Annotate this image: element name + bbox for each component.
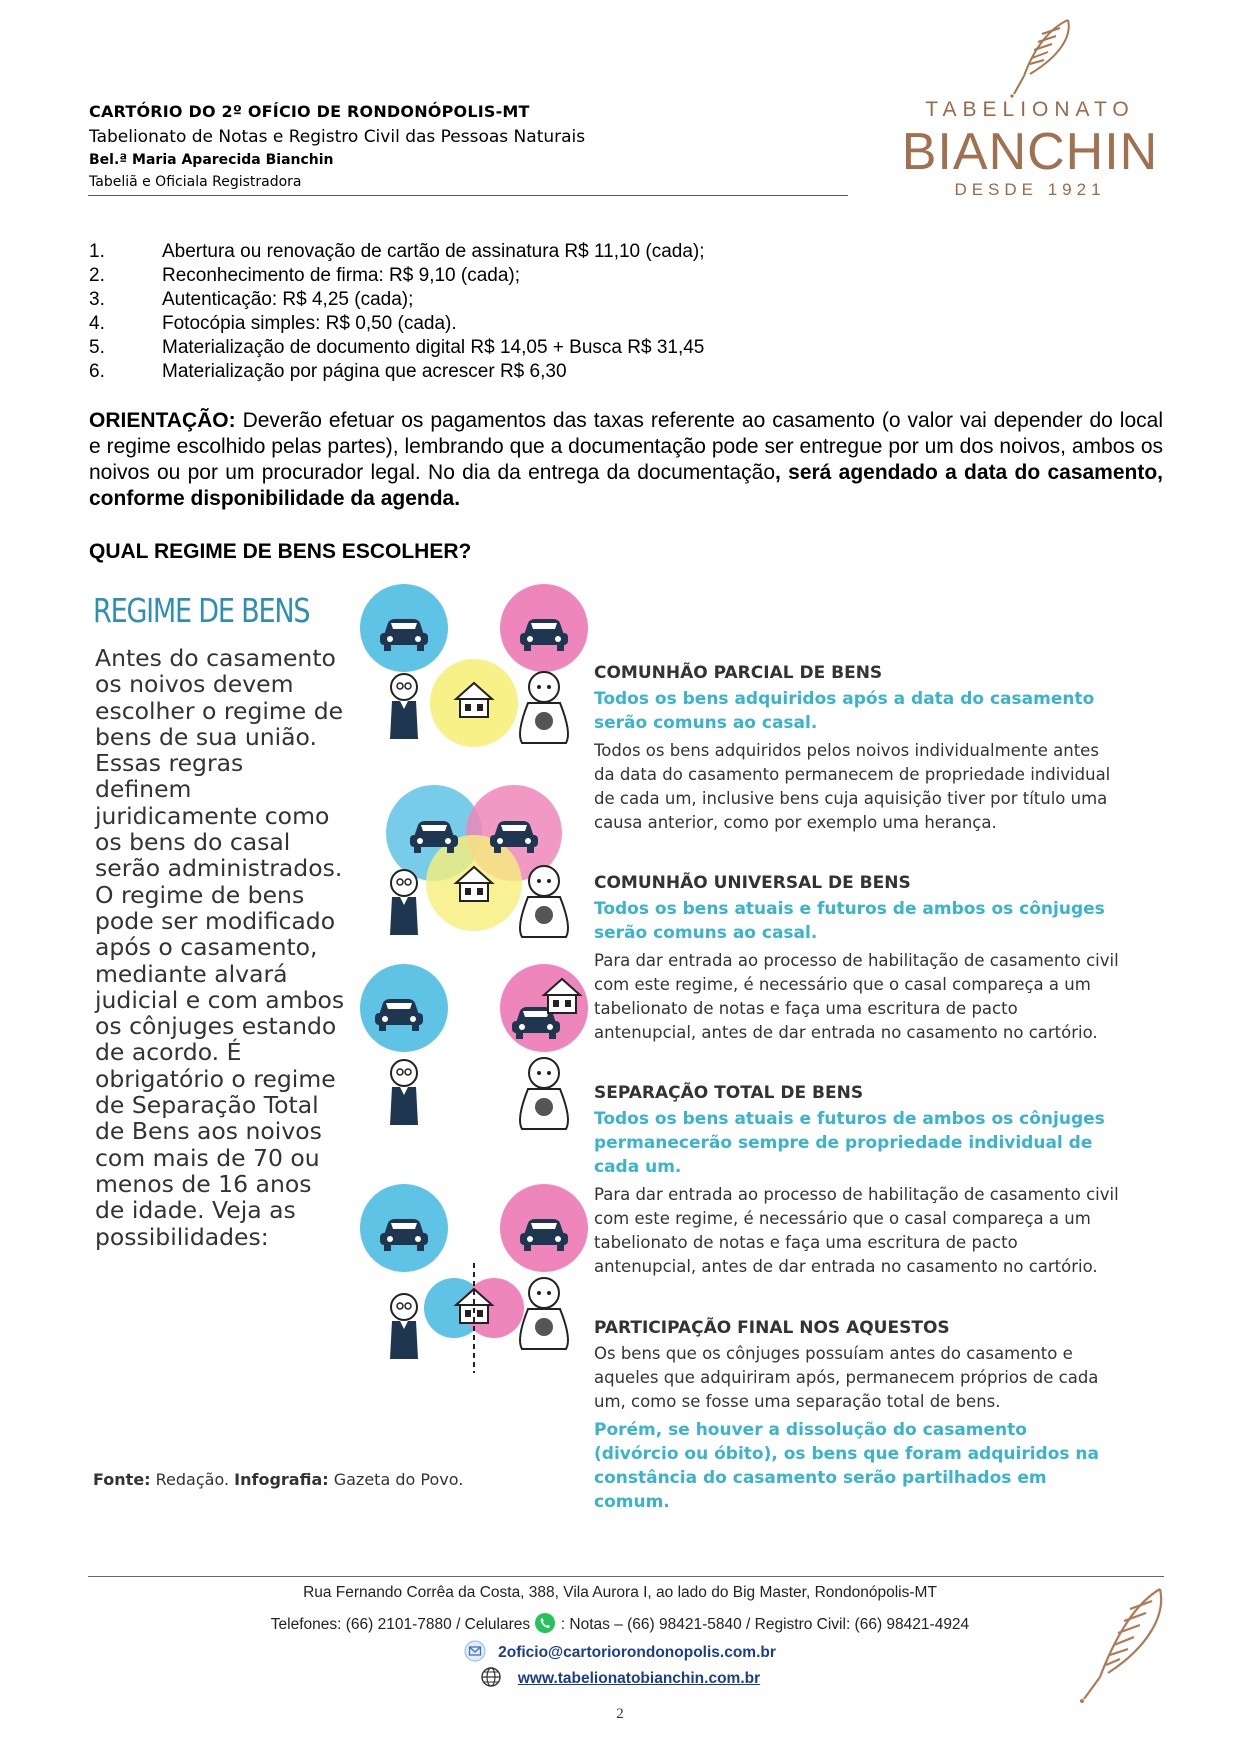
- regime-universal: [594, 873, 1124, 1045]
- list-item: [89, 312, 1169, 336]
- regime-title: SEPARAÇÃO TOTAL DE BENS: [594, 1083, 864, 1103]
- list-item: [89, 336, 1169, 360]
- list-item-text: Autenticação: R$ 4,25 (cada);: [162, 289, 414, 310]
- globe-icon: [480, 1666, 502, 1688]
- header-divider: [88, 195, 848, 196]
- header-notary-role: Tabeliã e Oficiala Registradora: [89, 174, 302, 190]
- infographic: [89, 583, 1139, 1512]
- regime-body: Todos os bens adquiridos pelos noivos individualmente antes da data do casamento permanecem de propriedade individual de cada um, inclusive bens cuja aquisição tiver por título uma causa anterior, como por exemplo uma herança.: [594, 741, 1111, 832]
- regime-body: Para dar entrada ao processo de habilitação de casamento civil com este regime, é necessário que o casal compareça a um tabelionato de notas e faça uma escritura de pacto antenupcial, antes de dar entrada no casamento no cartório.: [594, 1185, 1119, 1276]
- orientation-label: ORIENTAÇÃO:: [89, 409, 236, 432]
- fee-list: [89, 240, 1169, 384]
- list-item: [89, 264, 1169, 288]
- regime-separation: [594, 1083, 1124, 1279]
- list-item-number: 2.: [89, 265, 105, 286]
- list-item-number: 1.: [89, 241, 105, 262]
- logo-main-text: BIANCHIN: [901, 123, 1159, 181]
- header-subtitle: Tabelionato de Notas e Registro Civil das Pessoas Naturais: [89, 127, 586, 147]
- footer-phones-b: : Notas – (66) 98421-5840 / Registro Civil: (66) 98421-4924: [560, 1616, 970, 1633]
- section-heading: QUAL REGIME DE BENS ESCOLHER?: [89, 540, 472, 563]
- illustration-partial: [360, 584, 588, 747]
- feather-quill-icon: [1060, 1585, 1170, 1705]
- regime-title: PARTICIPAÇÃO FINAL NOS AQUESTOS: [594, 1318, 950, 1338]
- list-item-number: 5.: [89, 337, 105, 358]
- list-item: [89, 240, 1169, 264]
- list-item-text: Materialização por página que acrescer R$ 6,30: [162, 361, 567, 382]
- regime-highlight: Porém, se houver a dissolução do casamento (divórcio ou óbito), os bens que foram adquiridos na constância do casamento serão partilhados em comum.: [594, 1420, 1099, 1512]
- email-icon: [464, 1640, 486, 1662]
- page-number: 2: [616, 1706, 624, 1722]
- orientation-text: Deverão efetuar os pagamentos das taxas referente ao casamento (o valor vai depender do local e regime escolhido pelas partes), lembrando que a documentação pode ser entregue por um dos noivos, ambos os noivos ou por um procurador legal. No dia da entrega da documentação: [89, 409, 1163, 484]
- infographic-title: REGIME DE BENS: [93, 591, 310, 630]
- footer-divider: [88, 1576, 1164, 1577]
- orientation-bold-tail: , será agendado a data do casamento, conforme disponibilidade da agenda.: [89, 461, 1164, 510]
- footer-phones: [0, 1612, 1240, 1634]
- logo-top-text: TABELIONATO: [925, 98, 1135, 121]
- list-item-number: 3.: [89, 289, 105, 310]
- regime-aquestos: [594, 1318, 1124, 1514]
- footer-website: [0, 1666, 1240, 1688]
- source-text: Redação.: [150, 1470, 235, 1489]
- list-item-text: Materialização de documento digital R$ 14,05 + Busca R$ 31,45: [162, 337, 705, 358]
- regime-title: COMUNHÃO PARCIAL DE BENS: [594, 663, 883, 683]
- regime-highlight: Todos os bens atuais e futuros de ambos os cônjuges serão comuns ao casal.: [594, 899, 1105, 943]
- header-office-name: CARTÓRIO DO 2º OFÍCIO DE RONDONÓPOLIS-MT: [89, 102, 530, 121]
- regime-title: COMUNHÃO UNIVERSAL DE BENS: [594, 873, 911, 893]
- list-item: [89, 288, 1169, 312]
- footer-website-link[interactable]: www.tabelionatobianchin.com.br: [517, 1670, 761, 1687]
- infografia-label: Infografia:: [234, 1470, 329, 1489]
- regime-highlight: Todos os bens atuais e futuros de ambos os cônjuges permanecerão sempre de propriedade individual de cada um.: [594, 1109, 1105, 1177]
- footer-phones-a: Telefones: (66) 2101-7880 / Celulares: [270, 1616, 531, 1633]
- footer-email-link[interactable]: 2oficio@cartoriorondonopolis.com.br: [498, 1644, 776, 1661]
- illustration-separation: [360, 964, 588, 1129]
- regime-highlight: Todos os bens adquiridos após a data do casamento serão comuns ao casal.: [594, 689, 1095, 733]
- list-item-number: 4.: [89, 313, 105, 334]
- footer-email: [0, 1640, 1240, 1662]
- logo: [870, 18, 1190, 208]
- list-item-number: 6.: [89, 361, 105, 382]
- logo-since-text: DESDE 1921: [954, 180, 1106, 199]
- infografia-text: Gazeta do Povo.: [328, 1470, 464, 1489]
- orientation-paragraph: [89, 408, 1163, 512]
- regime-illustrations: [354, 583, 594, 1463]
- regime-partial: [594, 663, 1124, 835]
- whatsapp-icon: [534, 1612, 556, 1634]
- list-item-text: Fotocópia simples: R$ 0,50 (cada).: [162, 313, 457, 334]
- illustration-universal: [386, 785, 568, 937]
- header-notary-name: Bel.ª Maria Aparecida Bianchin: [89, 152, 334, 168]
- list-item-text: Reconhecimento de firma: R$ 9,10 (cada);: [162, 265, 521, 286]
- footer-address: Rua Fernando Corrêa da Costa, 388, Vila Aurora I, ao lado do Big Master, Rondonópolis-MT: [303, 1584, 937, 1601]
- infographic-source: [93, 1470, 463, 1489]
- feather-quill-icon: [990, 18, 1080, 98]
- list-item-text: Abertura ou renovação de cartão de assinatura R$ 11,10 (cada);: [162, 241, 705, 262]
- infographic-intro: Antes do casamento os noivos devem escolher o regime de bens de sua união. Essas regras definem juridicamente como os bens do casal serão administrados. O regime de bens pode ser modificado após o casamento, mediante alvará judicial e com ambos os cônjuges estando de acordo. É obrigatório o regime de Separação Total de Bens aos noivos com mais de 70 ou menos de 16 anos de idade. Veja as possibilidades:: [95, 644, 345, 1251]
- list-item: [89, 360, 1169, 384]
- source-label: Fonte:: [93, 1470, 151, 1489]
- regime-body: Para dar entrada ao processo de habilitação de casamento civil com este regime, é necessário que o casal compareça a um tabelionato de notas e faça uma escritura de pacto antenupcial, antes de dar entrada no casamento no cartório.: [594, 951, 1119, 1042]
- regime-body: Os bens que os cônjuges possuíam antes do casamento e aqueles que adquiriram após, permanecem próprios de cada um, como se fosse uma separação total de bens.: [594, 1344, 1099, 1411]
- illustration-aquestos: [360, 1184, 588, 1373]
